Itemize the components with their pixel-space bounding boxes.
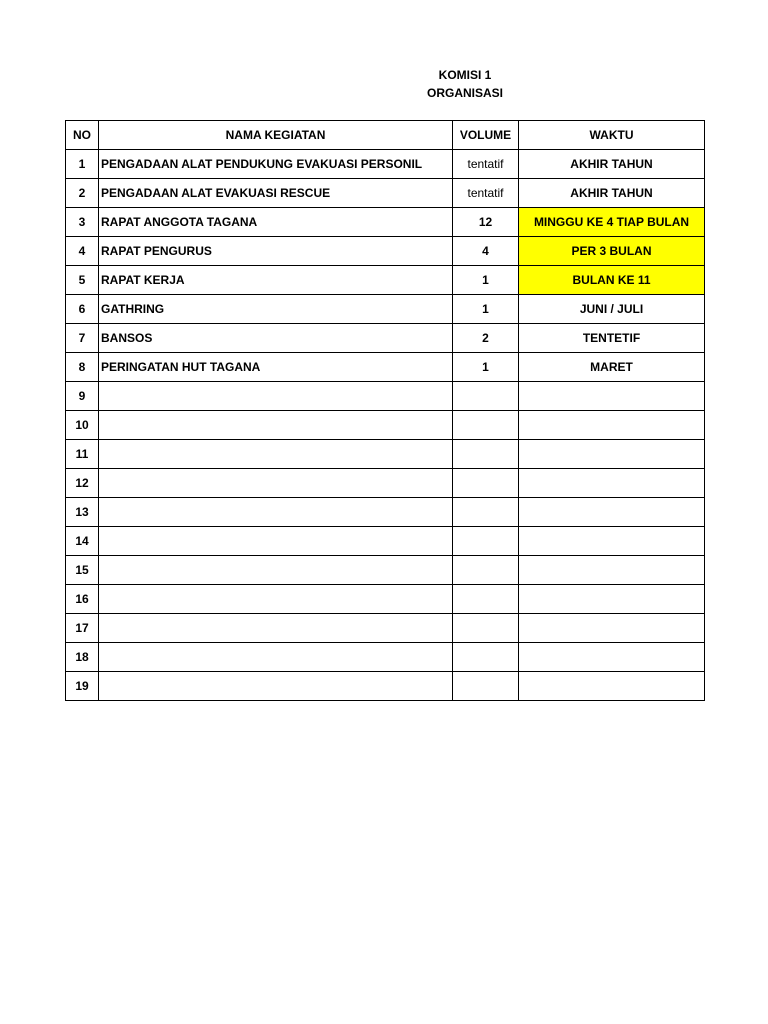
cell-activity-name <box>99 614 453 643</box>
cell-volume <box>453 585 519 614</box>
table-row <box>66 150 705 179</box>
table-row <box>66 469 705 498</box>
cell-volume: 1 <box>453 266 519 295</box>
cell-time <box>519 382 705 411</box>
cell-volume <box>453 469 519 498</box>
table-row <box>66 179 705 208</box>
cell-volume: tentatif <box>453 179 519 208</box>
cell-activity-name <box>99 643 453 672</box>
cell-activity-name: PENGADAAN ALAT EVAKUASI RESCUE <box>99 179 453 208</box>
cell-activity-name: PENGADAAN ALAT PENDUKUNG EVAKUASI PERSONIL <box>99 150 453 179</box>
cell-no: 17 <box>66 614 99 643</box>
cell-volume: 2 <box>453 324 519 353</box>
cell-volume <box>453 556 519 585</box>
column-header-no: NO <box>66 121 99 150</box>
cell-activity-name: GATHRING <box>99 295 453 324</box>
cell-no: 8 <box>66 353 99 382</box>
cell-activity-name <box>99 672 453 701</box>
cell-activity-name <box>99 440 453 469</box>
cell-volume <box>453 527 519 556</box>
cell-time <box>519 527 705 556</box>
table-row <box>66 208 705 237</box>
cell-time: MINGGU KE 4 TIAP BULAN <box>519 208 705 237</box>
cell-no: 5 <box>66 266 99 295</box>
cell-no: 11 <box>66 440 99 469</box>
cell-no: 3 <box>66 208 99 237</box>
cell-no: 13 <box>66 498 99 527</box>
cell-time <box>519 556 705 585</box>
cell-no: 2 <box>66 179 99 208</box>
cell-activity-name <box>99 469 453 498</box>
cell-volume <box>453 440 519 469</box>
cell-activity-name: RAPAT PENGURUS <box>99 237 453 266</box>
cell-time: TENTETIF <box>519 324 705 353</box>
table-row <box>66 266 705 295</box>
cell-activity-name: BANSOS <box>99 324 453 353</box>
activity-table-container <box>65 120 705 701</box>
cell-volume: 4 <box>453 237 519 266</box>
table-row <box>66 585 705 614</box>
cell-activity-name <box>99 585 453 614</box>
committee-subtitle: ORGANISASI <box>426 86 503 100</box>
cell-time: AKHIR TAHUN <box>519 150 705 179</box>
cell-activity-name <box>99 498 453 527</box>
table-row <box>66 672 705 701</box>
cell-time <box>519 585 705 614</box>
cell-volume: 12 <box>453 208 519 237</box>
cell-no: 19 <box>66 672 99 701</box>
cell-time <box>519 672 705 701</box>
cell-activity-name <box>99 527 453 556</box>
table-row <box>66 411 705 440</box>
cell-no: 6 <box>66 295 99 324</box>
cell-volume: 1 <box>453 295 519 324</box>
cell-no: 4 <box>66 237 99 266</box>
table-row <box>66 237 705 266</box>
document-header <box>365 66 565 102</box>
table-row <box>66 556 705 585</box>
cell-volume <box>453 411 519 440</box>
table-header <box>66 121 705 150</box>
table-row <box>66 440 705 469</box>
cell-time <box>519 411 705 440</box>
cell-time: MARET <box>519 353 705 382</box>
cell-no: 1 <box>66 150 99 179</box>
cell-time: BULAN KE 11 <box>519 266 705 295</box>
cell-activity-name <box>99 382 453 411</box>
column-header-name: NAMA KEGIATAN <box>99 121 453 150</box>
table-row <box>66 324 705 353</box>
table-row <box>66 295 705 324</box>
cell-activity-name: PERINGATAN HUT TAGANA <box>99 353 453 382</box>
cell-no: 16 <box>66 585 99 614</box>
activity-table <box>65 120 705 701</box>
cell-time <box>519 614 705 643</box>
cell-time: PER 3 BULAN <box>519 237 705 266</box>
table-body <box>66 150 705 701</box>
cell-volume <box>453 382 519 411</box>
cell-time <box>519 469 705 498</box>
cell-volume: tentatif <box>453 150 519 179</box>
cell-volume <box>453 643 519 672</box>
table-row <box>66 643 705 672</box>
column-header-time: WAKTU <box>519 121 705 150</box>
table-row <box>66 382 705 411</box>
cell-time <box>519 440 705 469</box>
cell-volume <box>453 498 519 527</box>
cell-no: 12 <box>66 469 99 498</box>
cell-no: 14 <box>66 527 99 556</box>
cell-activity-name: RAPAT ANGGOTA TAGANA <box>99 208 453 237</box>
cell-activity-name <box>99 411 453 440</box>
header-row <box>66 121 705 150</box>
cell-time: AKHIR TAHUN <box>519 179 705 208</box>
cell-no: 7 <box>66 324 99 353</box>
table-row <box>66 498 705 527</box>
cell-volume <box>453 672 519 701</box>
cell-volume <box>453 614 519 643</box>
cell-time <box>519 498 705 527</box>
cell-no: 10 <box>66 411 99 440</box>
cell-no: 15 <box>66 556 99 585</box>
committee-title: KOMISI 1 <box>438 68 492 82</box>
cell-no: 9 <box>66 382 99 411</box>
cell-no: 18 <box>66 643 99 672</box>
column-header-volume: VOLUME <box>453 121 519 150</box>
table-row <box>66 527 705 556</box>
cell-activity-name <box>99 556 453 585</box>
cell-activity-name: RAPAT KERJA <box>99 266 453 295</box>
cell-time: JUNI / JULI <box>519 295 705 324</box>
table-row <box>66 614 705 643</box>
table-row <box>66 353 705 382</box>
cell-volume: 1 <box>453 353 519 382</box>
cell-time <box>519 643 705 672</box>
